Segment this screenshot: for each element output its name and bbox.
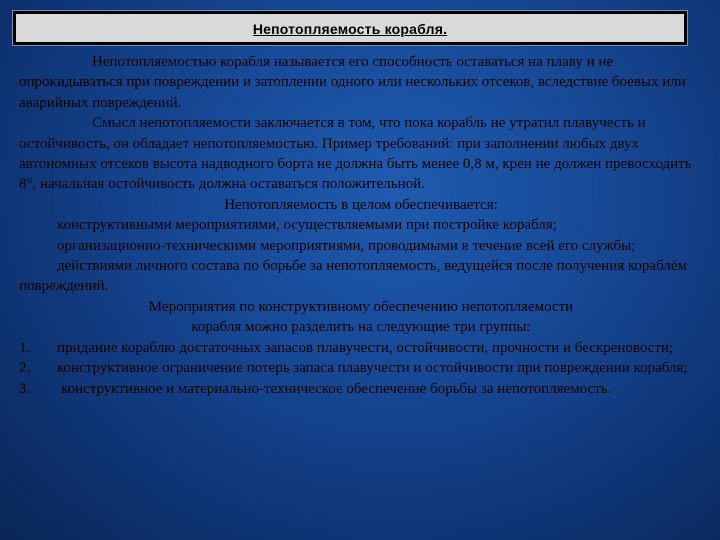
paragraph-provision-crew: действиями личного состава по борьбе за непотопляемость, ведущейся после получения кораблём повреждений. [19, 258, 687, 295]
numbered-item-3 [19, 379, 703, 399]
item-number: 1. [19, 339, 31, 356]
paragraph-meaning: Смысл непотопляемости заключается в том, что пока корабль не утратил плавучесть и остойчивость, он обладает непотопляемостью. Пример требований: при заполнении любых двух автономных отсеков высота надводного борта не должна быть менее 0,8 м, крен не должен превосходить 8°, начальная остойчивость должна оставаться положительной. [19, 115, 692, 193]
paragraph-provision-heading: Непотопляемость в целом обеспечивается: [224, 196, 498, 213]
slide-title: Непотопляемость корабля. [252, 21, 448, 37]
title-box [13, 11, 687, 45]
item-number: 3. [19, 380, 31, 397]
paragraph-groups-heading-2: корабля можно разделить на следующие три группы: [191, 319, 531, 336]
item-text: придание кораблю достаточных запасов плавучести, остойчивости, прочности и бескреновости; [57, 339, 674, 356]
paragraph-provision-constructive: конструктивными мероприятиями, осуществляемыми при постройке корабля; [57, 217, 557, 234]
paragraph-provision-organizational: организационно-техническими мероприятиями, проводимыми в течение всей его службы; [57, 237, 636, 254]
numbered-item-2 [19, 358, 703, 378]
item-text: конструктивное ограничение потерь запаса плавучести и остойчивости при повреждении корабля; [57, 360, 688, 377]
slide-body [19, 52, 703, 399]
paragraph-definition: Непотопляемостью корабля называется его способность оставаться на плаву и не опрокидываться при повреждении и затоплении одного или нескольких отсеков, вследствие боевых или аварийных повреждений. [19, 54, 686, 111]
numbered-item-1 [19, 338, 703, 358]
item-number: 2. [19, 360, 31, 377]
item-text: конструктивное и материально-техническое обеспечение борьбы за непотопляемость. [61, 380, 612, 397]
paragraph-groups-heading-1: Мероприятия по конструктивному обеспечению непотопляемости [148, 298, 574, 315]
